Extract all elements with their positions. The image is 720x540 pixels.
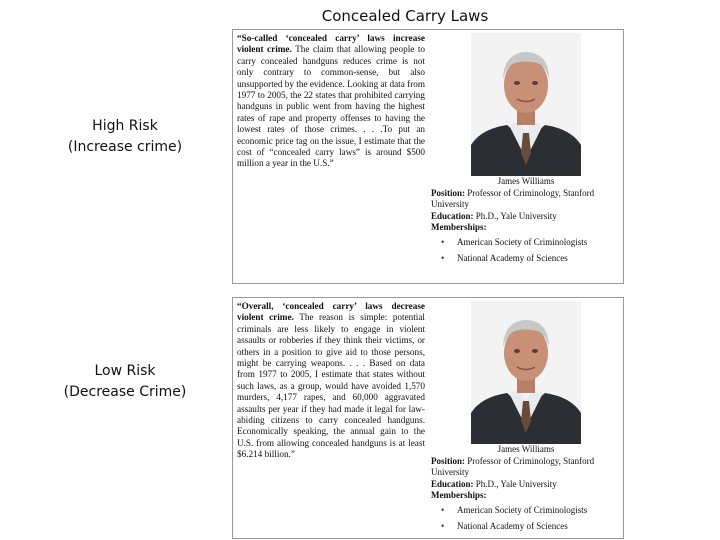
position-value: Professor of Criminology, Stanford University (431, 455, 595, 477)
man-portrait-icon (471, 33, 581, 176)
quote-body: The reason is simple: potential criminals are less likely to engage in violent assaults or robberies if they think their victims, or others in a position to give aid to those persons, might be carrying weapons. . . . Based on data from 1977 to 2005, I estimate that states without such laws, as a group, would have avoided 1,570 murders, 4,177 rapes, and 60,000 aggravated assaults per year if they had made it legal for law-abiding citizens to carry concealed handguns. Economically speaking, the annual gain to the U.S. from allowing concealed handguns is at least $6.214 billion.” (237, 312, 425, 460)
expert-memberships (431, 222, 621, 234)
memberships-label: Memberships: (431, 490, 487, 500)
bullet-icon: • (441, 252, 445, 263)
risk-label-line2: (Decrease Crime) (63, 384, 187, 400)
position-value: Professor of Criminology, Stanford University (431, 187, 595, 209)
education-label: Education: (431, 478, 474, 489)
expert-card-high-risk (232, 29, 624, 284)
portrait-photo (471, 33, 581, 176)
education-label: Education: (431, 210, 474, 221)
list-item: • National Academy of Sciences (431, 250, 621, 266)
expert-credentials (431, 444, 621, 534)
expert-education (431, 479, 621, 491)
expert-memberships (431, 490, 621, 502)
bullet-icon: • (441, 236, 445, 247)
portrait-photo (471, 301, 581, 444)
risk-label-line1: Low Risk (94, 363, 156, 379)
man-portrait-icon (471, 301, 581, 444)
bullet-icon: • (441, 504, 445, 515)
expert-card-low-risk (232, 297, 624, 539)
expert-quote (237, 33, 425, 170)
quote-body: The claim that allowing people to carry concealed handguns reduces crime is not only contrary to common-sense, but also unsupported by the evidence. Looking at data from 1977 to 2005, the 22 states that prohibited carrying handguns in public went from having the highest rates of rape and property offenses to having the lowest rates of those crimes. . . .To put an economic price tag on the issue, I estimate that the cost of “concealed carry laws” is around $500 million a year in the U.S.” (237, 44, 425, 169)
education-value: Ph.D., Yale University (473, 478, 557, 489)
risk-label-high (40, 116, 210, 158)
list-item: • American Society of Criminologists (431, 234, 621, 250)
quote-lead: “So-called ‘concealed carry’ laws increase violent crime. (237, 33, 425, 55)
memberships-list (431, 502, 621, 534)
expert-position (431, 456, 621, 479)
list-item: • American Society of Criminologists (431, 502, 621, 518)
slide-title: Concealed Carry Laws (321, 7, 489, 25)
position-label: Position: (431, 455, 466, 466)
expert-credentials (431, 176, 621, 266)
memberships-list (431, 234, 621, 266)
expert-quote (237, 301, 425, 461)
expert-education (431, 211, 621, 223)
memberships-label: Memberships: (431, 222, 487, 232)
risk-label-line2: (Increase crime) (67, 139, 183, 155)
risk-label-low (40, 361, 210, 403)
position-label: Position: (431, 187, 466, 198)
bullet-icon: • (441, 520, 445, 531)
quote-lead: “Overall, ‘concealed carry’ laws decrease violent crime. (237, 301, 425, 323)
expert-name: James Williams (497, 444, 555, 454)
list-item: • National Academy of Sciences (431, 518, 621, 534)
expert-name: James Williams (497, 176, 555, 186)
risk-label-line1: High Risk (92, 118, 158, 134)
education-value: Ph.D., Yale University (473, 210, 557, 221)
expert-position (431, 188, 621, 211)
